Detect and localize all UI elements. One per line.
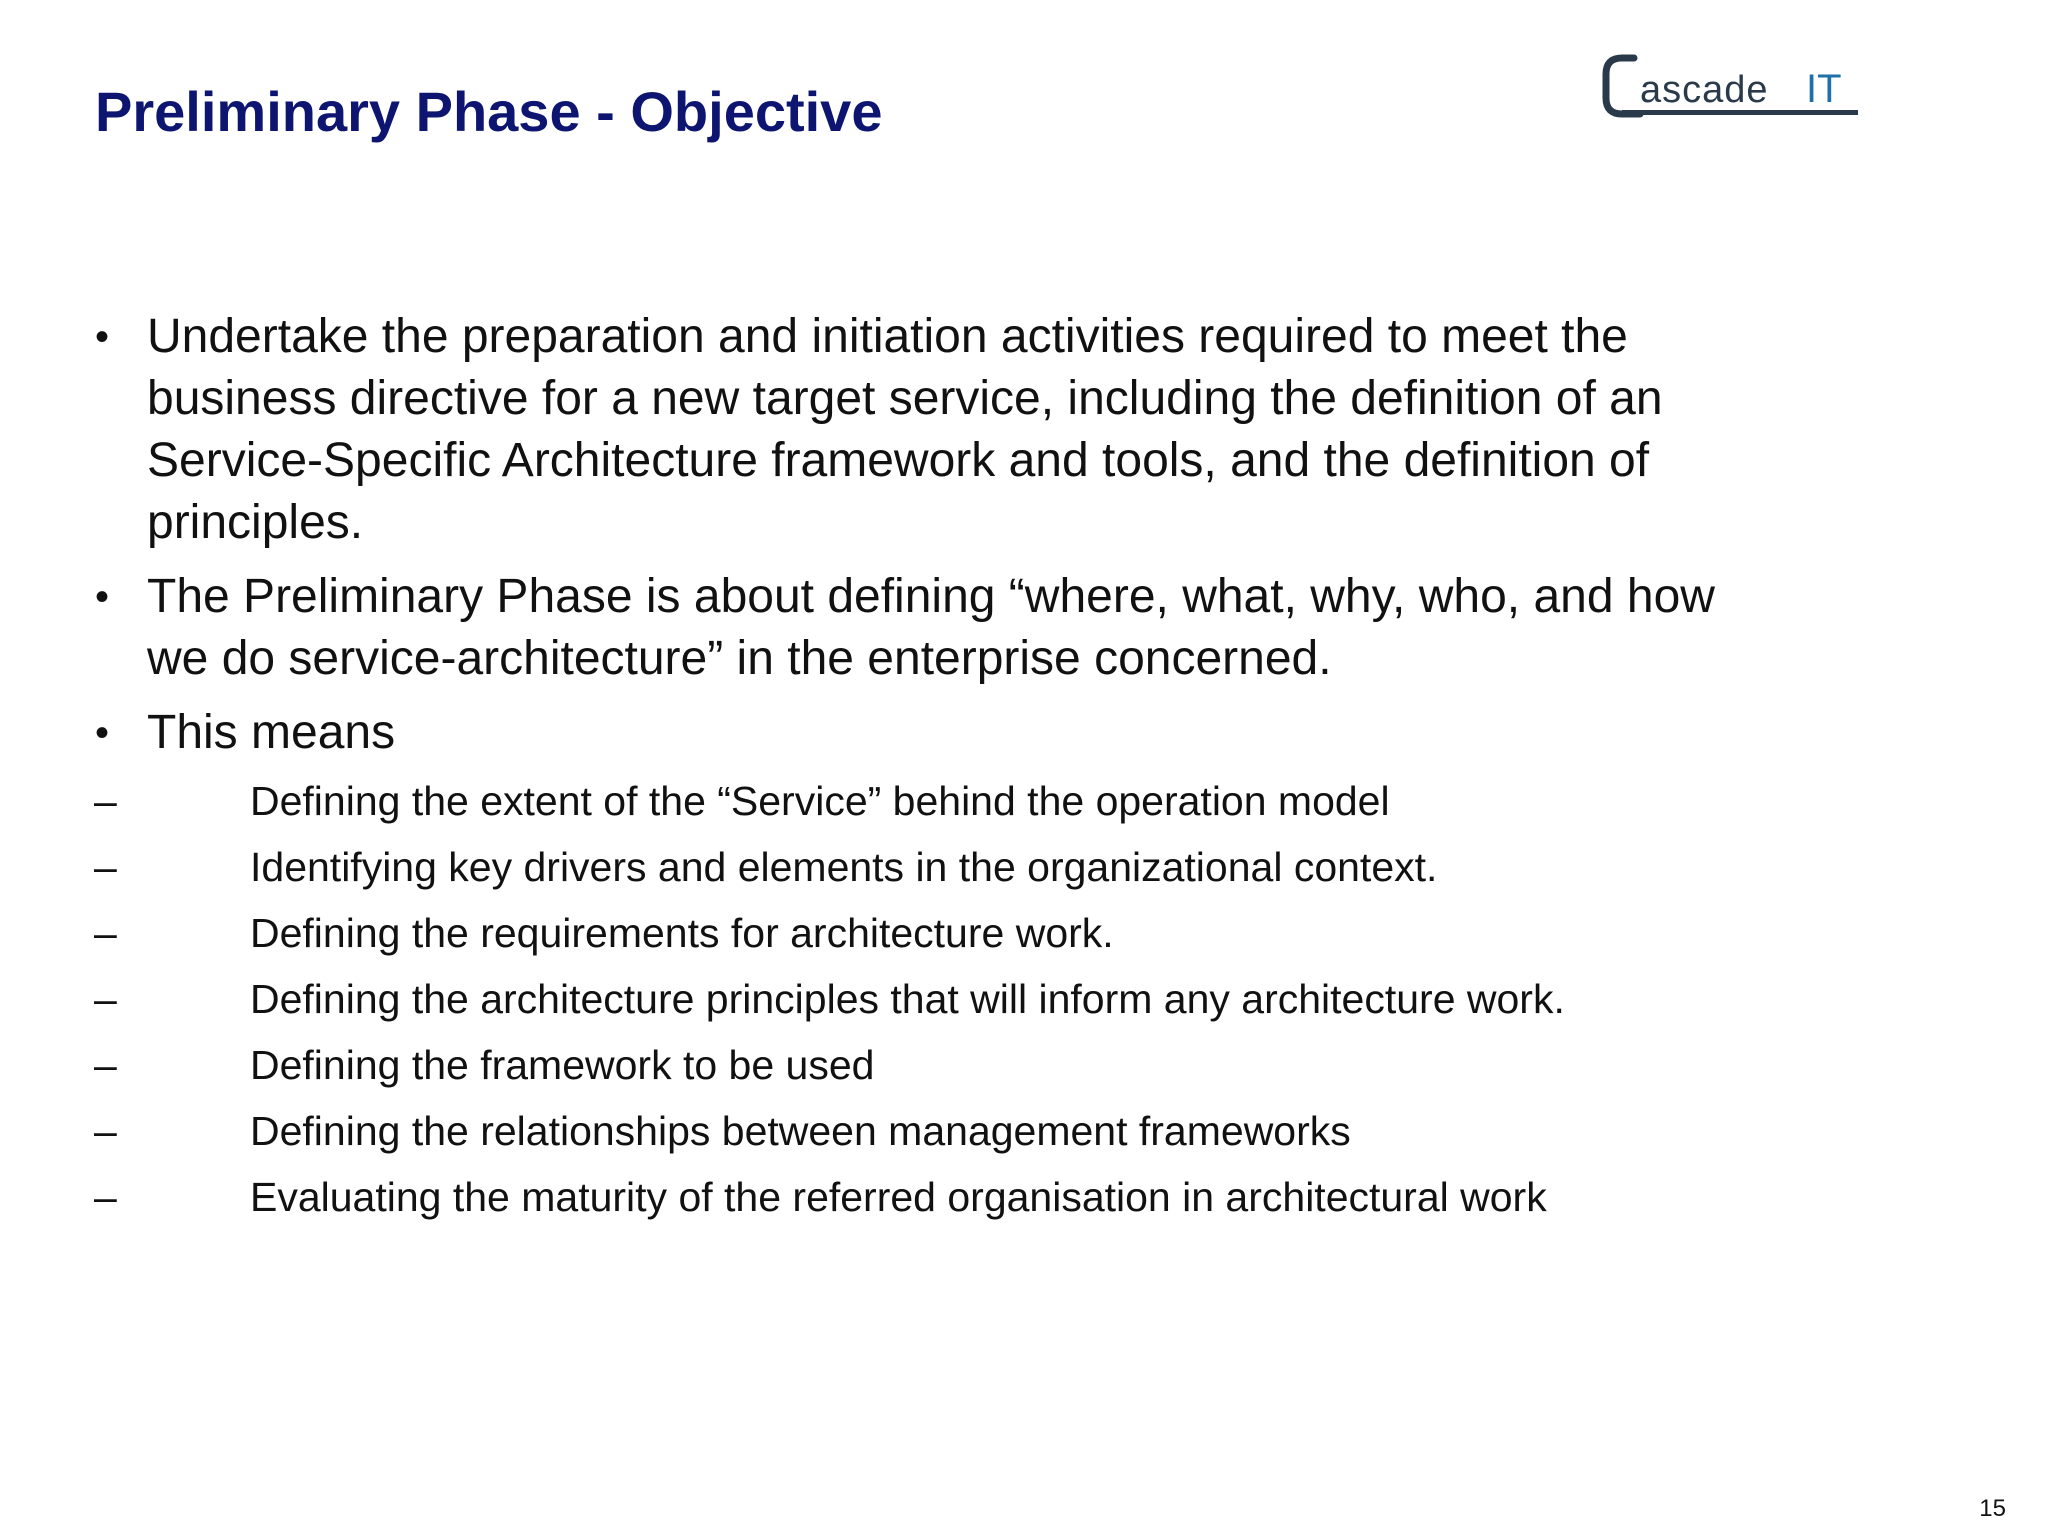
slide-body	[95, 306, 1895, 1242]
sub-bullet-text: Evaluating the maturity of the referred organisation in architectural work	[250, 1174, 1547, 1220]
bullet-line: Undertake the preparation and initiation activities required to meet the	[147, 310, 1628, 363]
page-number: 15	[1979, 1495, 2006, 1522]
bullet-item	[95, 566, 1895, 690]
bullet-line: principles.	[147, 496, 364, 549]
dash-icon: –	[94, 910, 117, 956]
sub-bullet-item	[95, 900, 1895, 966]
sub-bullet-text: Defining the framework to be used	[250, 1042, 875, 1088]
bullet-line: we do service-architecture” in the enterprise concerned.	[147, 632, 1332, 685]
dash-icon: –	[94, 844, 117, 890]
sub-bullet-text: Defining the architecture principles that will inform any architecture work.	[250, 976, 1565, 1022]
sub-bullet-text: Defining the extent of the “Service” behind the operation model	[250, 778, 1390, 824]
bullet-dot-icon: •	[95, 315, 110, 359]
dash-icon: –	[94, 1174, 117, 1220]
dash-icon: –	[94, 1042, 117, 1088]
cascade-it-logo	[1600, 52, 1860, 126]
logo-wordmark-ascade: ascade	[1640, 69, 1769, 111]
sub-bullet-text: Defining the relationships between management frameworks	[250, 1108, 1351, 1154]
bullet-line: This means	[147, 706, 396, 759]
sub-bullet-item	[95, 834, 1895, 900]
sub-bullet-text: Defining the requirements for architecture work.	[250, 910, 1114, 956]
sub-bullet-item	[95, 1098, 1895, 1164]
sub-bullet-item	[95, 1032, 1895, 1098]
sub-bullet-item	[95, 1164, 1895, 1230]
sub-bullet-item	[95, 966, 1895, 1032]
bullet-line: The Preliminary Phase is about defining “where, what, why, who, and how	[147, 570, 1715, 623]
logo-graphic	[1600, 52, 1860, 126]
sub-bullet-item	[95, 768, 1895, 834]
bullet-item	[95, 702, 1895, 1230]
logo-wordmark-it: IT	[1806, 67, 1842, 111]
bullet-line: Service-Specific Architecture framework and tools, and the definition of	[147, 434, 1650, 487]
bullet-dot-icon: •	[95, 711, 110, 755]
bullet-line: business directive for a new target service, including the definition of an	[147, 372, 1663, 425]
dash-icon: –	[94, 976, 117, 1022]
dash-icon: –	[94, 778, 117, 824]
slide-title: Preliminary Phase - Objective	[95, 80, 883, 143]
dash-icon: –	[94, 1108, 117, 1154]
logo-c-shape	[1606, 58, 1640, 114]
bullet-list	[95, 306, 1895, 1230]
bullet-item	[95, 306, 1895, 554]
sub-bullet-text: Identifying key drivers and elements in the organizational context.	[250, 844, 1438, 890]
bullet-dot-icon: •	[95, 575, 110, 619]
sub-bullet-list	[94, 768, 1895, 1230]
